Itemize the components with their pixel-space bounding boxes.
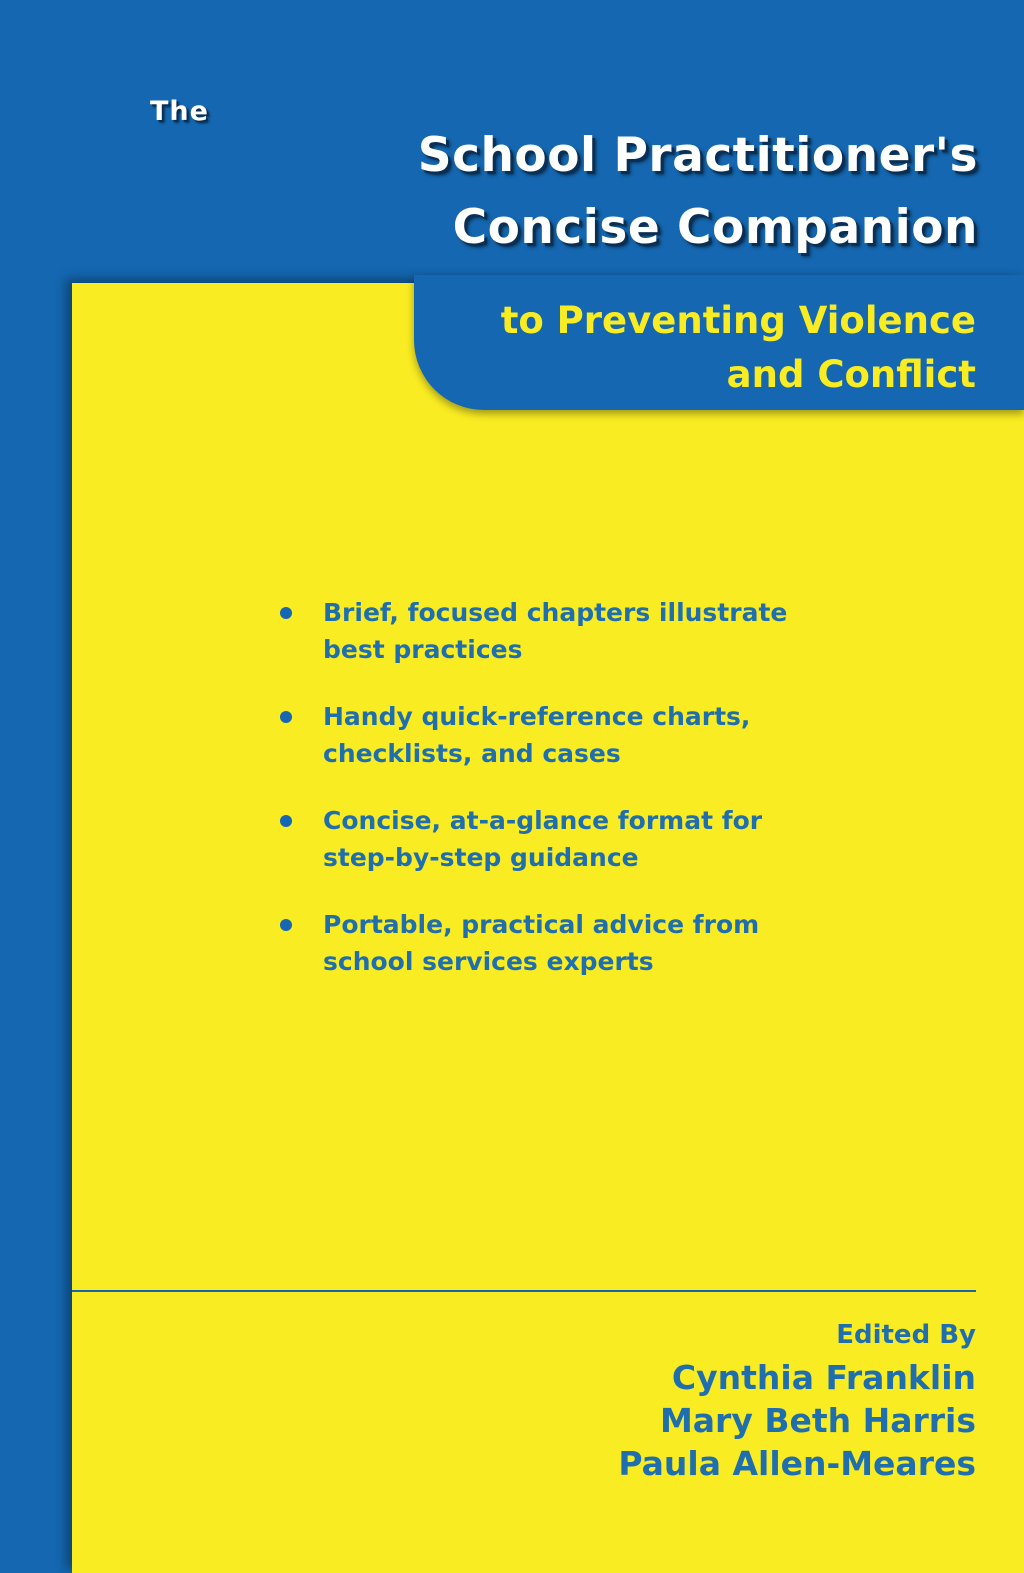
- title-prefix: The: [150, 96, 209, 127]
- feature-text-line-2: best practices: [323, 635, 523, 664]
- feature-item: [278, 802, 838, 876]
- feature-item: [278, 698, 838, 772]
- feature-text-line-1: Brief, focused chapters illustrate: [323, 598, 788, 627]
- bullet-icon: [280, 919, 292, 931]
- title-line-1: School Practitioner's: [417, 128, 978, 183]
- bullet-icon: [280, 711, 292, 723]
- feature-list: [278, 594, 838, 1010]
- title-line-2: Concise Companion: [452, 200, 978, 255]
- bullet-icon: [280, 607, 292, 619]
- bullet-icon: [280, 815, 292, 827]
- feature-item: [278, 594, 838, 668]
- feature-text-line-2: school services experts: [323, 947, 654, 976]
- feature-text-line-1: Portable, practical advice from: [323, 910, 760, 939]
- feature-text-line-1: Handy quick-reference charts,: [323, 702, 751, 731]
- feature-text-line-1: Concise, at-a-glance format for: [323, 806, 763, 835]
- subtitle-line-2: and Conflict: [726, 353, 976, 396]
- editor-name: Mary Beth Harris: [659, 1401, 976, 1440]
- editor-list: [618, 1356, 976, 1485]
- subtitle: [416, 294, 976, 402]
- feature-text-line-2: checklists, and cases: [323, 739, 621, 768]
- subtitle-line-1: to Preventing Violence: [500, 299, 976, 342]
- feature-text-line-2: step-by-step guidance: [323, 843, 639, 872]
- editor-name: Paula Allen-Meares: [618, 1444, 976, 1483]
- feature-item: [278, 906, 838, 980]
- edited-by-label: Edited By: [836, 1320, 976, 1350]
- editor-name: Cynthia Franklin: [671, 1358, 976, 1397]
- divider-rule: [72, 1290, 976, 1292]
